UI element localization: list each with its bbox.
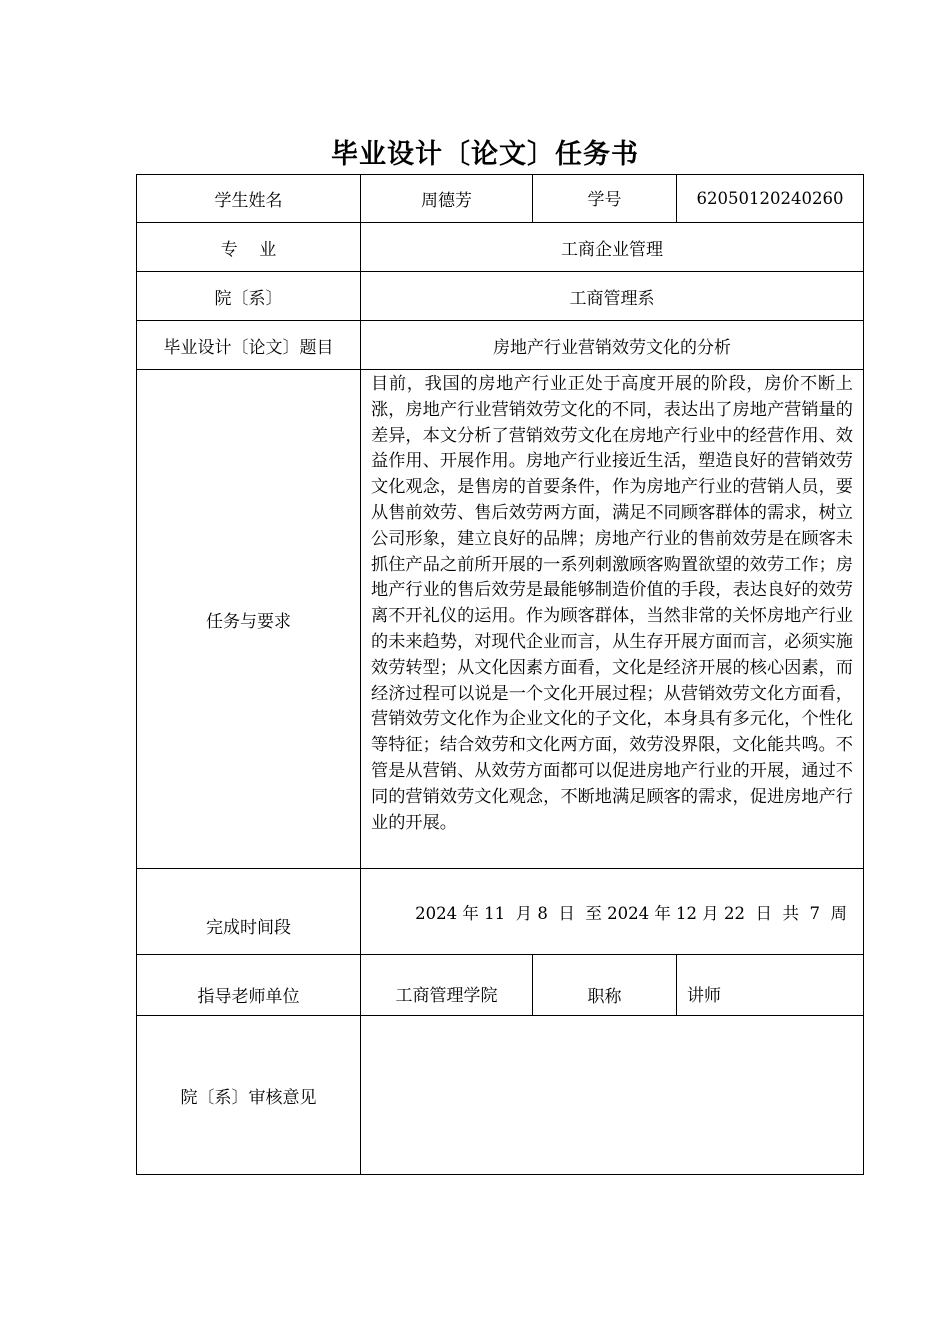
task-form-table [136,174,864,1175]
student-name-label: 学生姓名 [137,175,361,223]
major-value: 工商企业管理 [361,223,864,272]
period-label: 完成时间段 [137,869,361,955]
row-department [137,272,864,321]
review-label: 院〔系〕审核意见 [137,1016,361,1175]
advisor-unit-value: 工商管理学院 [361,955,533,1016]
review-value [361,1016,864,1175]
row-review [137,1016,864,1175]
advisor-title-label: 职称 [533,955,677,1016]
row-advisor [137,955,864,1016]
row-thesis-title [137,321,864,370]
period-value: 2024 年 11 月 8 日 至 2024 年 12 月 22 日 共 7 周 [361,869,864,955]
department-label: 院〔系〕 [137,272,361,321]
advisor-unit-label: 指导老师单位 [137,955,361,1016]
task-label: 任务与要求 [137,370,361,869]
student-id-value: 62050120240260 [677,175,864,223]
row-task [137,370,864,869]
advisor-title-value: 讲师 [677,955,864,1016]
department-value: 工商管理系 [361,272,864,321]
thesis-title-label: 毕业设计〔论文〕题目 [137,321,361,370]
row-student [137,175,864,223]
row-period [137,869,864,955]
document-title: 毕业设计〔论文〕任务书 [331,139,639,170]
major-label: 专 业 [137,223,361,272]
task-text: 目前，我国的房地产行业正处于高度开展的阶段，房价不断上涨，房地产行业营销效劳文化的不同，表达出了房地产营销量的差异，本文分析了营销效劳文化在房地产行业中的经营作用、效益作用、开展作用。房地产行业接近生活，塑造良好的营销效劳文化观念，是售房的首要条件，作为房地产行业的营销人员，要从售前效劳、售后效劳两方面，满足不同顾客群体的需求，树立公司形象，建立良好的品牌；房地产行业的售前效劳是在顾客未抓住产品之前所开展的一系列刺激顾客购置欲望的效劳工作；房地产行业的售后效劳是最能够制造价值的手段，表达良好的效劳离不开礼仪的运用。作为顾客群体，当然非常的关怀房地产行业的未来趋势，对现代企业而言，从生存开展方面而言，必须实施效劳转型；从文化因素方面看，文化是经济开展的核心因素，而经济过程可以说是一个文化开展过程；从营销效劳文化方面看，营销效劳文化作为企业文化的子文化，本身具有多元化，个性化等特征；结合效劳和文化两方面，效劳没界限，文化能共鸣。不管是从营销、从效劳方面都可以促进房地产行业的开展，通过不同的营销效劳文化观念，不断地满足顾客的需求，促进房地产行业的开展。 [361,370,864,869]
thesis-title-value: 房地产行业营销效劳文化的分析 [361,321,864,370]
row-major [137,223,864,272]
student-name-value: 周德芳 [361,175,533,223]
student-id-label: 学号 [533,175,677,223]
